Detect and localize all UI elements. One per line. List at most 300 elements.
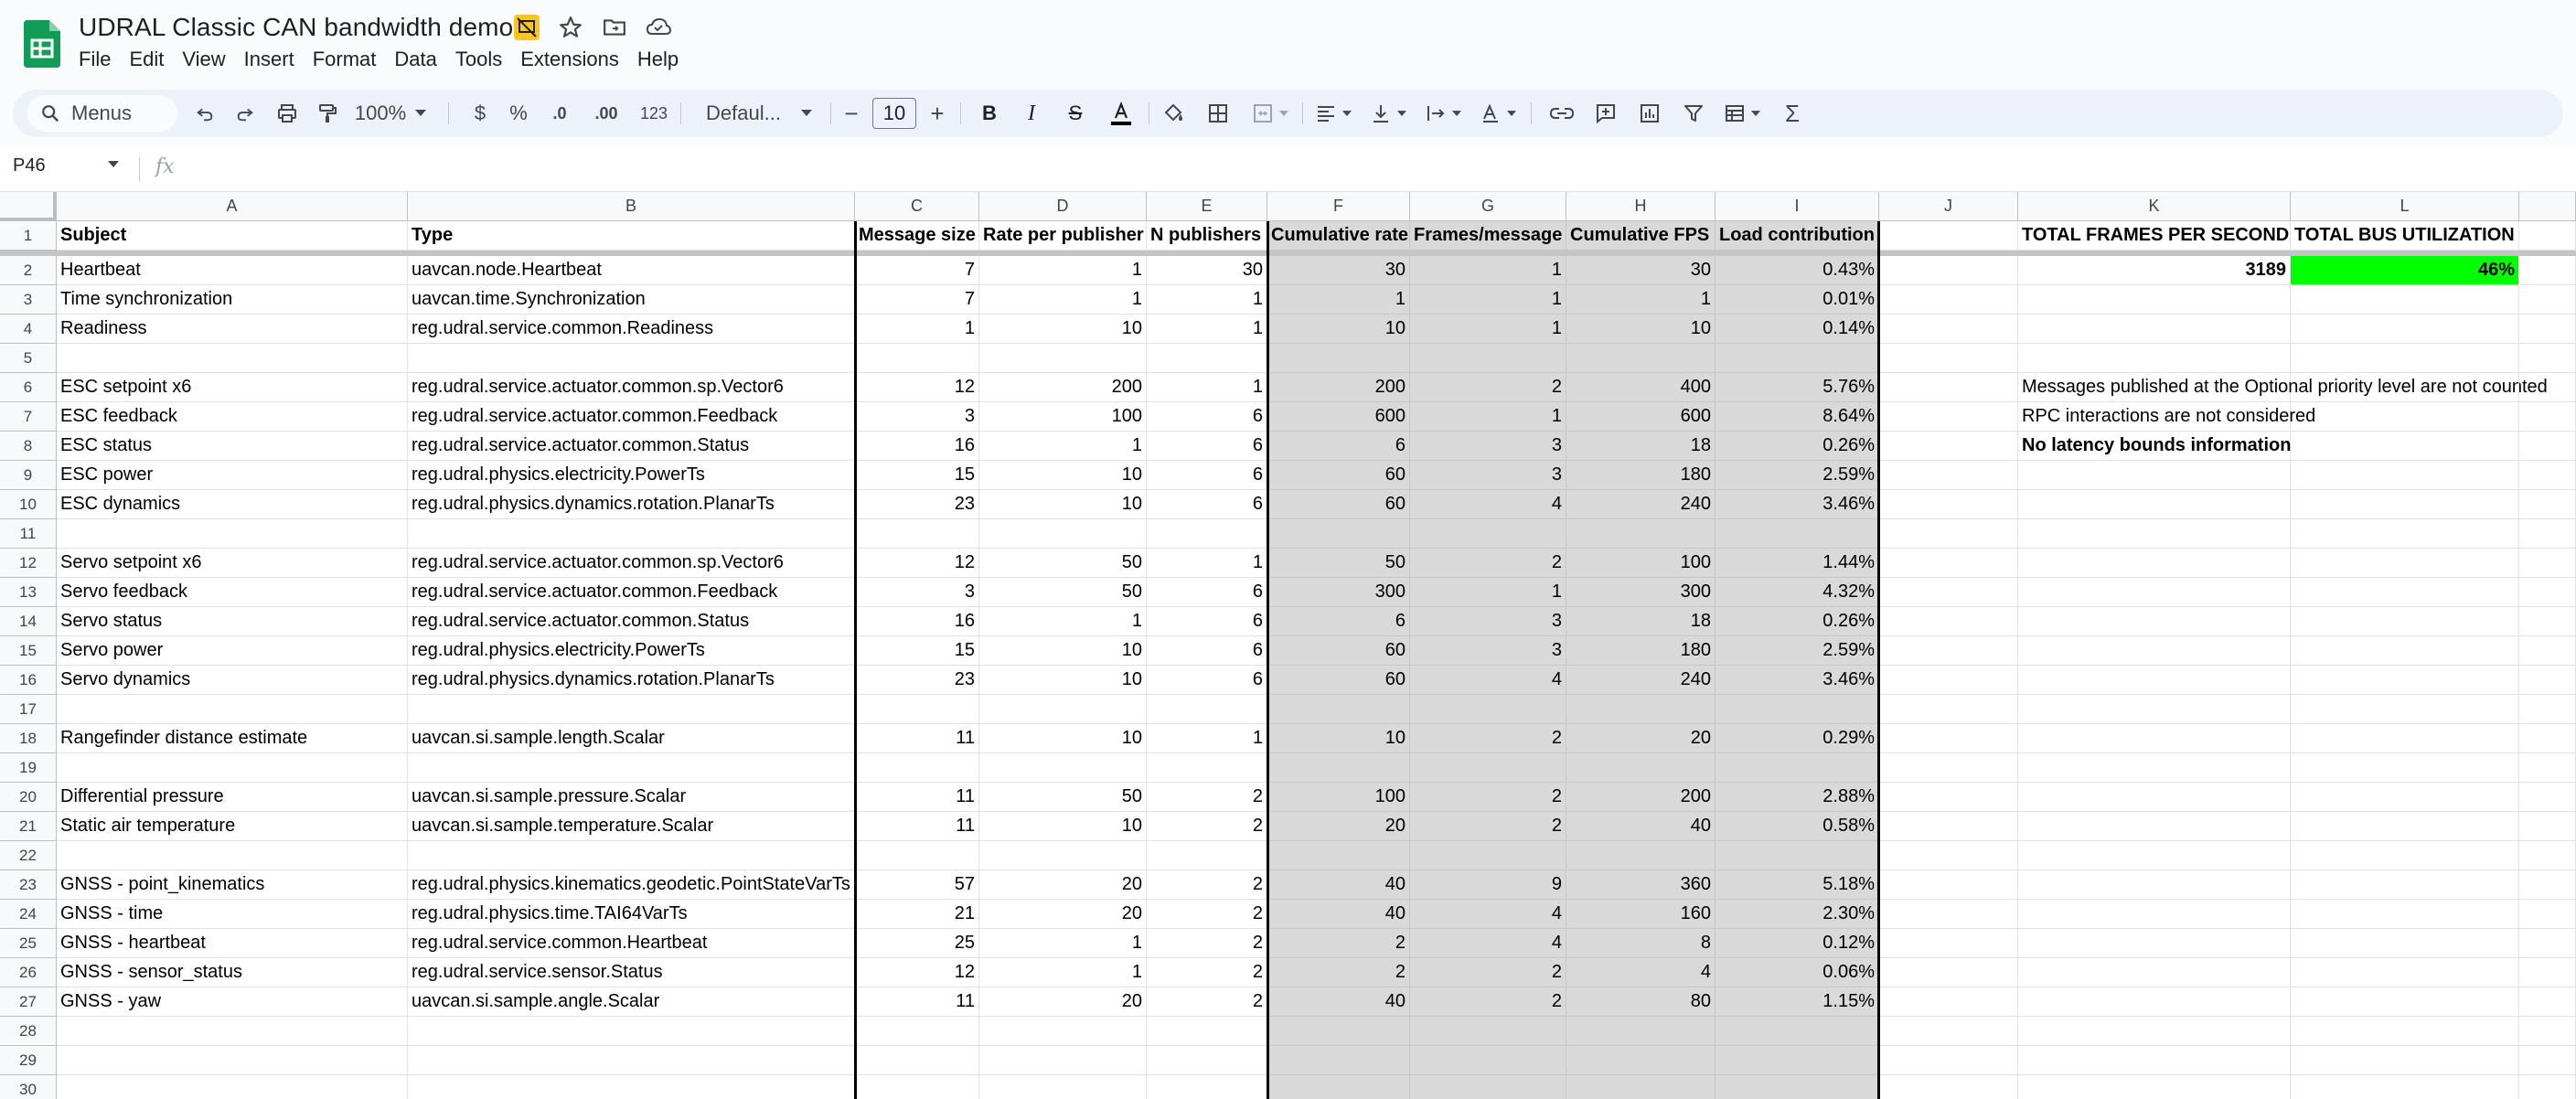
header-cell-h[interactable]: Cumulative FPS — [1566, 221, 1716, 251]
value-cell-f[interactable]: 60 — [1267, 666, 1410, 695]
subject-cell[interactable]: GNSS - time — [57, 900, 408, 929]
empty-cell[interactable] — [2519, 636, 2576, 666]
row-header-17[interactable]: 17 — [0, 695, 57, 724]
empty-cell[interactable] — [1147, 519, 1267, 549]
empty-cell[interactable] — [1566, 344, 1716, 373]
empty-cell[interactable] — [1879, 666, 2018, 695]
value-cell-c[interactable]: 21 — [855, 900, 979, 929]
empty-cell[interactable] — [1879, 256, 2018, 285]
value-cell-d[interactable]: 10 — [979, 812, 1147, 841]
value-cell-h[interactable]: 20 — [1566, 724, 1716, 753]
decrease-font-size-button[interactable]: − — [844, 99, 859, 127]
value-cell-h[interactable]: 160 — [1566, 900, 1716, 929]
empty-cell[interactable] — [1566, 1075, 1716, 1099]
empty-cell[interactable] — [1879, 607, 2018, 636]
value-cell-c[interactable]: 7 — [855, 285, 979, 315]
row-header-14[interactable]: 14 — [0, 607, 57, 636]
move-folder-icon[interactable] — [600, 13, 629, 42]
font-size-input[interactable]: 10 — [872, 98, 916, 129]
value-cell-g[interactable]: 4 — [1410, 900, 1566, 929]
insert-chart-icon[interactable] — [1633, 90, 1666, 137]
empty-cell[interactable] — [2291, 841, 2519, 870]
insert-link-icon[interactable] — [1545, 90, 1578, 137]
empty-cell[interactable] — [2291, 344, 2519, 373]
value-cell-h[interactable]: 600 — [1566, 402, 1716, 432]
empty-cell[interactable] — [2291, 870, 2519, 900]
column-header-a[interactable]: A — [57, 192, 408, 221]
row-header-12[interactable]: 12 — [0, 549, 57, 578]
value-cell-e[interactable]: 2 — [1147, 987, 1267, 1017]
value-cell-g[interactable]: 3 — [1410, 432, 1566, 461]
type-cell[interactable]: uavcan.si.sample.length.Scalar — [408, 724, 855, 753]
header-cell-i[interactable]: Load contribution — [1716, 221, 1879, 251]
subject-cell[interactable]: GNSS - yaw — [57, 987, 408, 1017]
empty-cell[interactable] — [1267, 841, 1410, 870]
empty-cell[interactable] — [1716, 841, 1879, 870]
value-cell-i[interactable]: 2.30% — [1716, 900, 1879, 929]
subject-cell[interactable]: ESC power — [57, 461, 408, 490]
view-only-badge-icon[interactable] — [512, 13, 541, 42]
empty-cell[interactable] — [1716, 753, 1879, 783]
value-cell-i[interactable]: 5.76% — [1716, 373, 1879, 402]
value-cell-i[interactable]: 8.64% — [1716, 402, 1879, 432]
empty-cell[interactable] — [2291, 607, 2519, 636]
empty-cell[interactable] — [2291, 490, 2519, 519]
value-cell-h[interactable]: 30 — [1566, 256, 1716, 285]
empty-cell[interactable] — [855, 1017, 979, 1046]
text-wrapping-icon[interactable] — [1419, 90, 1467, 137]
header-cell-c[interactable]: Message size — [855, 221, 979, 251]
value-cell-d[interactable]: 10 — [979, 666, 1147, 695]
value-cell-e[interactable]: 2 — [1147, 870, 1267, 900]
print-icon[interactable] — [271, 90, 304, 137]
type-cell[interactable]: reg.udral.physics.dynamics.rotation.PlanarTs — [408, 666, 855, 695]
value-cell-e[interactable]: 6 — [1147, 402, 1267, 432]
value-cell-f[interactable]: 60 — [1267, 490, 1410, 519]
table-view-icon[interactable] — [1717, 90, 1767, 137]
empty-cell[interactable] — [1410, 344, 1566, 373]
filter-icon[interactable] — [1677, 90, 1710, 137]
empty-cell[interactable] — [2291, 724, 2519, 753]
column-header-e[interactable]: E — [1147, 192, 1267, 221]
value-cell-h[interactable]: 1 — [1566, 285, 1716, 315]
column-header-m[interactable] — [2519, 192, 2576, 221]
type-cell[interactable]: reg.udral.physics.dynamics.rotation.PlanarTs — [408, 490, 855, 519]
value-cell-h[interactable]: 180 — [1566, 636, 1716, 666]
empty-cell[interactable] — [57, 695, 408, 724]
empty-cell[interactable] — [1879, 578, 2018, 607]
value-cell-f[interactable]: 60 — [1267, 636, 1410, 666]
value-cell-f[interactable]: 10 — [1267, 315, 1410, 344]
row-header-26[interactable]: 26 — [0, 958, 57, 987]
value-cell-i[interactable]: 3.46% — [1716, 666, 1879, 695]
empty-cell[interactable] — [2519, 549, 2576, 578]
row-header-15[interactable]: 15 — [0, 636, 57, 666]
value-cell-i[interactable]: 0.58% — [1716, 812, 1879, 841]
empty-cell[interactable] — [855, 1075, 979, 1099]
value-cell-g[interactable]: 3 — [1410, 461, 1566, 490]
empty-cell[interactable] — [1879, 285, 2018, 315]
value-cell-c[interactable]: 12 — [855, 958, 979, 987]
menu-view[interactable]: View — [182, 48, 226, 70]
text-rotation-icon[interactable] — [1474, 90, 1522, 137]
value-cell-c[interactable]: 15 — [855, 636, 979, 666]
empty-cell[interactable] — [1879, 841, 2018, 870]
value-cell-e[interactable]: 1 — [1147, 724, 1267, 753]
empty-cell[interactable] — [2519, 1017, 2576, 1046]
value-cell-f[interactable]: 100 — [1267, 783, 1410, 812]
empty-cell[interactable] — [2519, 1075, 2576, 1099]
row-header-9[interactable]: 9 — [0, 461, 57, 490]
empty-cell[interactable] — [2291, 929, 2519, 958]
empty-cell[interactable] — [57, 1075, 408, 1099]
empty-cell[interactable] — [408, 344, 855, 373]
header-cell-b[interactable]: Type — [408, 221, 855, 251]
value-cell-g[interactable]: 4 — [1410, 929, 1566, 958]
value-cell-f[interactable]: 40 — [1267, 900, 1410, 929]
row-header-25[interactable]: 25 — [0, 929, 57, 958]
value-cell-c[interactable]: 57 — [855, 870, 979, 900]
empty-cell[interactable] — [2519, 1046, 2576, 1075]
value-cell-e[interactable]: 2 — [1147, 900, 1267, 929]
value-cell-g[interactable]: 2 — [1410, 958, 1566, 987]
horizontal-align-icon[interactable] — [1309, 90, 1357, 137]
column-header-d[interactable]: D — [979, 192, 1147, 221]
value-cell-h[interactable]: 400 — [1566, 373, 1716, 402]
value-cell-i[interactable]: 5.18% — [1716, 870, 1879, 900]
value-cell-f[interactable]: 60 — [1267, 461, 1410, 490]
value-cell-g[interactable]: 2 — [1410, 987, 1566, 1017]
empty-cell[interactable] — [2519, 519, 2576, 549]
empty-cell[interactable] — [1267, 1075, 1410, 1099]
value-cell-d[interactable]: 1 — [979, 285, 1147, 315]
empty-cell[interactable] — [1267, 344, 1410, 373]
row-header-13[interactable]: 13 — [0, 578, 57, 607]
value-cell-e[interactable]: 2 — [1147, 958, 1267, 987]
empty-cell[interactable] — [1267, 1046, 1410, 1075]
value-cell-d[interactable]: 10 — [979, 724, 1147, 753]
value-cell-h[interactable]: 100 — [1566, 549, 1716, 578]
type-cell[interactable]: reg.udral.service.actuator.common.Status — [408, 607, 855, 636]
search-menus-button[interactable] — [27, 95, 177, 132]
empty-cell[interactable] — [855, 695, 979, 724]
empty-cell[interactable] — [979, 1075, 1147, 1099]
empty-cell[interactable] — [2018, 870, 2291, 900]
column-header-f[interactable]: F — [1267, 192, 1410, 221]
menu-help[interactable]: Help — [636, 48, 679, 70]
type-cell[interactable]: reg.udral.service.common.Heartbeat — [408, 929, 855, 958]
value-cell-h[interactable]: 8 — [1566, 929, 1716, 958]
redo-icon[interactable] — [229, 90, 262, 137]
value-cell-c[interactable]: 12 — [855, 549, 979, 578]
value-cell-d[interactable]: 10 — [979, 461, 1147, 490]
functions-icon[interactable]: Σ — [1784, 99, 1801, 127]
vertical-align-icon[interactable] — [1364, 90, 1412, 137]
row-header-3[interactable]: 3 — [0, 285, 57, 315]
empty-cell[interactable] — [1410, 753, 1566, 783]
value-cell-d[interactable]: 1 — [979, 256, 1147, 285]
type-cell[interactable]: uavcan.si.sample.angle.Scalar — [408, 987, 855, 1017]
value-cell-e[interactable]: 2 — [1147, 783, 1267, 812]
empty-cell[interactable] — [1879, 1046, 2018, 1075]
empty-cell[interactable] — [855, 344, 979, 373]
empty-cell[interactable] — [2291, 549, 2519, 578]
empty-cell[interactable] — [1566, 695, 1716, 724]
paint-format-icon[interactable] — [311, 90, 344, 137]
borders-icon[interactable] — [1202, 90, 1235, 137]
row-header-5[interactable]: 5 — [0, 344, 57, 373]
empty-cell[interactable] — [2291, 783, 2519, 812]
empty-cell[interactable] — [2291, 578, 2519, 607]
total-bus-utilization-value[interactable]: 46% — [2291, 256, 2519, 285]
value-cell-d[interactable]: 200 — [979, 373, 1147, 402]
empty-cell[interactable] — [1147, 753, 1267, 783]
value-cell-d[interactable]: 20 — [979, 900, 1147, 929]
subject-cell[interactable]: Servo setpoint x6 — [57, 549, 408, 578]
empty-cell[interactable] — [2018, 900, 2291, 929]
name-box[interactable]: P46 — [13, 155, 46, 176]
format-percent-button[interactable]: % — [509, 101, 528, 124]
value-cell-d[interactable]: 50 — [979, 783, 1147, 812]
row-header-2[interactable]: 2 — [0, 256, 57, 285]
value-cell-i[interactable]: 0.06% — [1716, 958, 1879, 987]
empty-cell[interactable] — [1147, 1075, 1267, 1099]
value-cell-d[interactable]: 50 — [979, 578, 1147, 607]
value-cell-g[interactable]: 2 — [1410, 783, 1566, 812]
value-cell-i[interactable]: 0.12% — [1716, 929, 1879, 958]
more-formats-button[interactable]: 123 — [639, 103, 668, 123]
value-cell-h[interactable]: 180 — [1566, 461, 1716, 490]
empty-cell[interactable] — [979, 753, 1147, 783]
empty-cell[interactable] — [1879, 1017, 2018, 1046]
row-header-28[interactable]: 28 — [0, 1017, 57, 1046]
value-cell-d[interactable]: 10 — [979, 315, 1147, 344]
empty-cell[interactable] — [1566, 841, 1716, 870]
menu-extensions[interactable]: Extensions — [520, 48, 619, 70]
empty-cell[interactable] — [2018, 1075, 2291, 1099]
row-header-10[interactable]: 10 — [0, 490, 57, 519]
value-cell-f[interactable]: 200 — [1267, 373, 1410, 402]
empty-cell[interactable] — [1879, 461, 2018, 490]
value-cell-d[interactable]: 10 — [979, 636, 1147, 666]
row-header-19[interactable]: 19 — [0, 753, 57, 783]
empty-cell[interactable] — [2519, 373, 2576, 402]
empty-cell[interactable] — [1716, 695, 1879, 724]
value-cell-i[interactable]: 4.32% — [1716, 578, 1879, 607]
increase-decimal-button[interactable] — [585, 90, 627, 137]
type-cell[interactable]: reg.udral.physics.time.TAI64VarTs — [408, 900, 855, 929]
value-cell-f[interactable]: 6 — [1267, 432, 1410, 461]
value-cell-d[interactable]: 1 — [979, 607, 1147, 636]
empty-cell[interactable] — [1267, 519, 1410, 549]
empty-cell[interactable] — [2018, 578, 2291, 607]
value-cell-d[interactable]: 20 — [979, 870, 1147, 900]
value-cell-c[interactable]: 11 — [855, 724, 979, 753]
empty-cell[interactable] — [2519, 900, 2576, 929]
header-cell-f[interactable]: Cumulative rate — [1267, 221, 1410, 251]
empty-cell[interactable] — [1879, 344, 2018, 373]
empty-cell[interactable] — [2291, 987, 2519, 1017]
value-cell-f[interactable]: 600 — [1267, 402, 1410, 432]
row-header-29[interactable]: 29 — [0, 1046, 57, 1075]
subject-cell[interactable]: Readiness — [57, 315, 408, 344]
type-cell[interactable]: reg.udral.physics.electricity.PowerTs — [408, 461, 855, 490]
type-cell[interactable]: reg.udral.service.actuator.common.Feedback — [408, 578, 855, 607]
empty-cell[interactable] — [979, 1017, 1147, 1046]
type-cell[interactable]: reg.udral.physics.kinematics.geodetic.PointStateVarTs — [408, 870, 855, 900]
empty-cell[interactable] — [57, 344, 408, 373]
value-cell-c[interactable]: 16 — [855, 432, 979, 461]
value-cell-f[interactable]: 40 — [1267, 987, 1410, 1017]
empty-cell[interactable] — [2291, 666, 2519, 695]
value-cell-h[interactable]: 18 — [1566, 607, 1716, 636]
empty-cell[interactable] — [2291, 519, 2519, 549]
value-cell-h[interactable]: 80 — [1566, 987, 1716, 1017]
empty-cell[interactable] — [979, 519, 1147, 549]
empty-cell[interactable] — [1410, 1046, 1566, 1075]
subject-cell[interactable]: GNSS - heartbeat — [57, 929, 408, 958]
value-cell-i[interactable]: 2.88% — [1716, 783, 1879, 812]
menu-edit[interactable]: Edit — [129, 48, 165, 70]
empty-cell[interactable] — [57, 1017, 408, 1046]
value-cell-h[interactable]: 40 — [1566, 812, 1716, 841]
subject-cell[interactable]: Servo status — [57, 607, 408, 636]
value-cell-i[interactable]: 0.14% — [1716, 315, 1879, 344]
menu-insert[interactable]: Insert — [243, 48, 294, 70]
empty-cell[interactable] — [2291, 1075, 2519, 1099]
menu-tools[interactable]: Tools — [454, 48, 503, 70]
value-cell-e[interactable]: 1 — [1147, 549, 1267, 578]
insert-comment-icon[interactable] — [1589, 90, 1622, 137]
empty-cell[interactable] — [2519, 402, 2576, 432]
empty-cell[interactable] — [2291, 373, 2519, 402]
empty-cell[interactable] — [2519, 344, 2576, 373]
type-cell[interactable]: reg.udral.service.common.Readiness — [408, 315, 855, 344]
empty-cell[interactable] — [1879, 753, 2018, 783]
empty-cell[interactable] — [2519, 724, 2576, 753]
empty-cell[interactable] — [57, 841, 408, 870]
value-cell-d[interactable]: 1 — [979, 929, 1147, 958]
empty-cell[interactable] — [1147, 1017, 1267, 1046]
empty-cell[interactable] — [1566, 1017, 1716, 1046]
empty-cell[interactable] — [1879, 870, 2018, 900]
empty-cell[interactable] — [2519, 870, 2576, 900]
value-cell-e[interactable]: 6 — [1147, 666, 1267, 695]
empty-cell[interactable] — [2018, 724, 2291, 753]
type-cell[interactable]: uavcan.si.sample.pressure.Scalar — [408, 783, 855, 812]
value-cell-g[interactable]: 1 — [1410, 256, 1566, 285]
empty-cell[interactable] — [1410, 1075, 1566, 1099]
empty-cell[interactable] — [408, 1017, 855, 1046]
row-header-23[interactable]: 23 — [0, 870, 57, 900]
empty-cell[interactable] — [1410, 1017, 1566, 1046]
header-cell-d[interactable]: Rate per publisher — [979, 221, 1147, 251]
header-cell-k[interactable]: TOTAL FRAMES PER SECOND — [2018, 221, 2291, 251]
empty-cell[interactable] — [2018, 519, 2291, 549]
value-cell-i[interactable]: 3.46% — [1716, 490, 1879, 519]
row-header-11[interactable]: 11 — [0, 519, 57, 549]
subject-cell[interactable]: ESC feedback — [57, 402, 408, 432]
empty-cell[interactable] — [1566, 1046, 1716, 1075]
value-cell-c[interactable]: 25 — [855, 929, 979, 958]
empty-cell[interactable] — [2519, 221, 2576, 251]
empty-cell[interactable] — [2291, 285, 2519, 315]
empty-cell[interactable] — [2519, 929, 2576, 958]
empty-cell[interactable] — [1147, 695, 1267, 724]
empty-cell[interactable] — [1716, 344, 1879, 373]
header-cell-l[interactable]: TOTAL BUS UTILIZATION — [2291, 221, 2519, 251]
value-cell-c[interactable]: 3 — [855, 402, 979, 432]
value-cell-d[interactable]: 50 — [979, 549, 1147, 578]
value-cell-c[interactable]: 12 — [855, 373, 979, 402]
value-cell-i[interactable]: 0.26% — [1716, 607, 1879, 636]
value-cell-f[interactable]: 2 — [1267, 958, 1410, 987]
type-cell[interactable]: reg.udral.service.actuator.common.sp.Vector6 — [408, 549, 855, 578]
value-cell-g[interactable]: 3 — [1410, 636, 1566, 666]
empty-cell[interactable] — [2018, 958, 2291, 987]
value-cell-i[interactable]: 2.59% — [1716, 636, 1879, 666]
value-cell-e[interactable]: 6 — [1147, 607, 1267, 636]
format-currency-button[interactable]: $ — [474, 101, 486, 124]
empty-cell[interactable] — [1879, 402, 2018, 432]
row-header-4[interactable]: 4 — [0, 315, 57, 344]
value-cell-f[interactable]: 300 — [1267, 578, 1410, 607]
empty-cell[interactable] — [1147, 1046, 1267, 1075]
type-cell[interactable]: uavcan.time.Synchronization — [408, 285, 855, 315]
type-cell[interactable]: reg.udral.service.actuator.common.Feedback — [408, 402, 855, 432]
value-cell-e[interactable]: 6 — [1147, 490, 1267, 519]
value-cell-f[interactable]: 10 — [1267, 724, 1410, 753]
empty-cell[interactable] — [2291, 1017, 2519, 1046]
empty-cell[interactable] — [2519, 256, 2576, 285]
strikethrough-icon[interactable]: S — [1068, 101, 1083, 124]
value-cell-e[interactable]: 2 — [1147, 812, 1267, 841]
empty-cell[interactable] — [1716, 1017, 1879, 1046]
row-header-18[interactable]: 18 — [0, 724, 57, 753]
empty-cell[interactable] — [2018, 490, 2291, 519]
empty-cell[interactable] — [57, 753, 408, 783]
value-cell-h[interactable]: 240 — [1566, 666, 1716, 695]
row-header-1[interactable]: 1 — [0, 221, 57, 251]
empty-cell[interactable] — [1879, 958, 2018, 987]
value-cell-f[interactable]: 1 — [1267, 285, 1410, 315]
value-cell-h[interactable]: 300 — [1566, 578, 1716, 607]
empty-cell[interactable] — [2519, 841, 2576, 870]
empty-cell[interactable] — [979, 1046, 1147, 1075]
empty-cell[interactable] — [57, 1046, 408, 1075]
value-cell-h[interactable]: 200 — [1566, 783, 1716, 812]
empty-cell[interactable] — [1879, 636, 2018, 666]
value-cell-c[interactable]: 11 — [855, 783, 979, 812]
value-cell-e[interactable]: 6 — [1147, 461, 1267, 490]
font-family-select[interactable] — [695, 90, 823, 137]
value-cell-g[interactable]: 9 — [1410, 870, 1566, 900]
document-title[interactable]: UDRAL Classic CAN bandwidth demo — [79, 13, 514, 41]
subject-cell[interactable]: Servo dynamics — [57, 666, 408, 695]
subject-cell[interactable]: Servo power — [57, 636, 408, 666]
row-header-24[interactable]: 24 — [0, 900, 57, 929]
value-cell-g[interactable]: 3 — [1410, 607, 1566, 636]
empty-cell[interactable] — [1879, 724, 2018, 753]
value-cell-i[interactable]: 0.01% — [1716, 285, 1879, 315]
empty-cell[interactable] — [2018, 753, 2291, 783]
empty-cell[interactable] — [2519, 783, 2576, 812]
empty-cell[interactable] — [408, 695, 855, 724]
empty-cell[interactable] — [979, 695, 1147, 724]
empty-cell[interactable] — [2291, 812, 2519, 841]
empty-cell[interactable] — [2018, 812, 2291, 841]
empty-cell[interactable] — [2018, 344, 2291, 373]
